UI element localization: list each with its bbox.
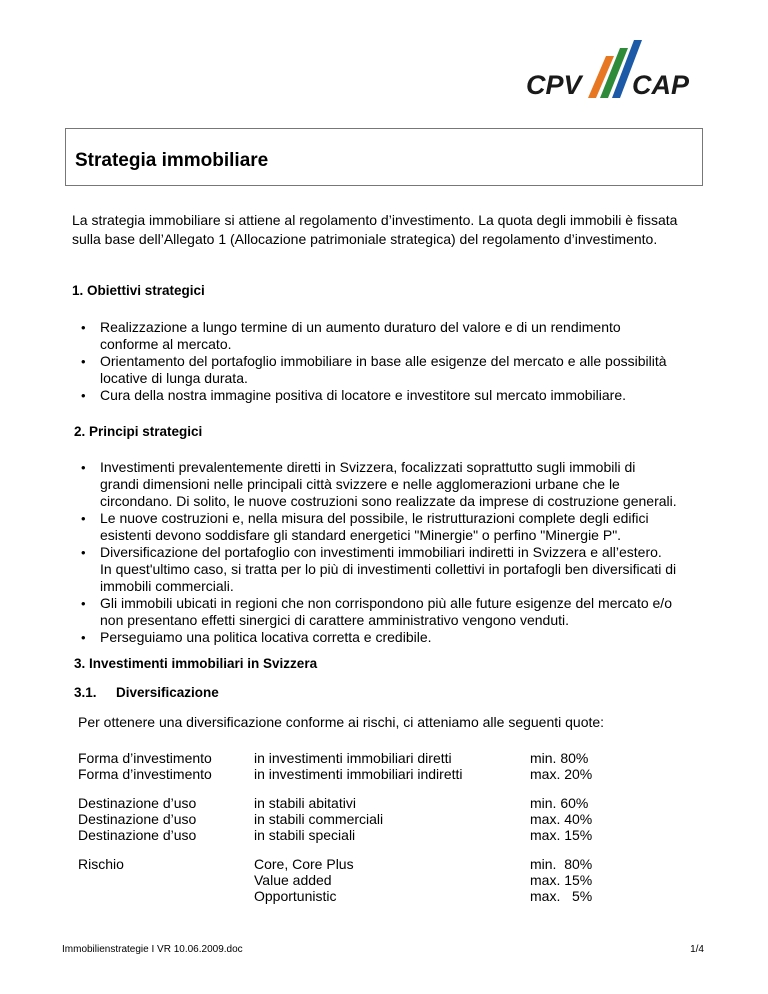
page-title: Strategia immobiliare [75, 150, 269, 171]
table-cell: in investimenti immobiliari indiretti [254, 766, 463, 782]
list-item-line: • Diversificazione del portafoglio con investimenti immobiliari indiretti in Svizzera e all’estero. [100, 544, 662, 560]
table-cell: Destinazione d’uso [78, 795, 197, 811]
list-item [72, 629, 732, 646]
list-item-line: • Le nuove costruzioni e, nella misura del possibile, le ristrutturazioni complete degli edifici [100, 510, 649, 526]
table-cell: min. 60% [530, 795, 589, 811]
title-box [65, 128, 703, 186]
list-item-line: • Gli immobili ubicati in regioni che non corrispondono più alle future esigenze del mercato e/o [100, 595, 672, 611]
footer-filename: Immobilienstrategie I VR 10.06.2009.doc [62, 944, 243, 955]
list-item-line: • Perseguiamo una politica locativa corretta e credibile. [100, 629, 432, 645]
list-item [72, 595, 732, 629]
section-1-list [72, 319, 712, 404]
allocation-group-investment-form [78, 750, 618, 784]
intro-paragraph [72, 211, 677, 249]
list-item [72, 459, 732, 510]
list-item-line: conforme al mercato. [100, 336, 232, 352]
list-item [72, 319, 712, 353]
section-3-heading: 3. Investimenti immobiliari in Svizzera [74, 656, 318, 671]
list-item [72, 510, 732, 544]
section-2-list [72, 459, 732, 646]
footer-page-number: 1/4 [690, 944, 704, 955]
table-cell: Rischio [78, 856, 124, 872]
table-cell: max. 40% [530, 811, 593, 827]
list-item [72, 353, 712, 387]
list-item-line: In quest'ultimo caso, si tratta per lo più di investimenti collettivi in portafogli ben diversificati di [100, 561, 677, 577]
logo-cap-text: CAP [632, 70, 690, 100]
intro-line: sulla base dell’Allegato 1 (Allocazione patrimoniale strategica) del regolamento d’investimento. [72, 231, 658, 247]
table-cell: Destinazione d’uso [78, 827, 197, 843]
list-item-line: non presentano effetti sinergici di carattere amministrativo vengono venduti. [100, 612, 570, 628]
table-cell: max. 20% [530, 766, 593, 782]
list-item [72, 544, 732, 595]
subsection-title: Diversificazione [116, 685, 219, 700]
table-cell: in investimenti immobiliari diretti [254, 750, 452, 766]
section-1-heading: 1. Obiettivi strategici [72, 283, 205, 298]
allocation-group-risk [78, 856, 618, 906]
list-item-line: immobili commerciali. [100, 578, 234, 594]
table-cell: in stabili abitativi [254, 795, 356, 811]
table-cell: max. 15% [530, 827, 593, 843]
allocation-group-usage [78, 795, 618, 845]
list-item-line: • Investimenti prevalentemente diretti in Svizzera, focalizzati soprattutto sugli immobili di [100, 459, 636, 475]
table-cell: Forma d’investimento [78, 750, 212, 766]
list-item-line: • Realizzazione a lungo termine di un aumento duraturo del valore e di un rendimento [100, 319, 621, 335]
list-item-line: locative di lunga durata. [100, 370, 248, 386]
list-item-line: circondano. Di solito, le nuove costruzioni sono realizzate da imprese di costruzione generali. [100, 493, 677, 509]
table-cell: in stabili speciali [254, 827, 356, 843]
table-cell: min. 80% [530, 856, 593, 872]
list-item-line: • Orientamento del portafoglio immobiliare in base alle esigenze del mercato e alle possibilità [100, 353, 667, 369]
table-cell: in stabili commerciali [254, 811, 384, 827]
table-cell: Core, Core Plus [254, 856, 354, 872]
table-cell: min. 80% [530, 750, 589, 766]
table-cell: Value added [254, 872, 332, 888]
list-item-line: grandi dimensioni nelle principali città svizzere e nelle agglomerazioni urbane che le [100, 476, 620, 492]
table-cell: max. 5% [530, 888, 593, 904]
table-cell: Forma d’investimento [78, 766, 212, 782]
table-cell: max. 15% [530, 872, 593, 888]
list-item-line: • Cura della nostra immagine positiva di locatore e investitore sul mercato immobiliare. [100, 387, 627, 403]
section-2-heading: 2. Principi strategici [74, 424, 203, 439]
list-item-line: esistenti devono soddisfare gli standard energetici "Minergie" o perfino "Minergie P". [100, 527, 622, 543]
list-item [72, 387, 712, 404]
logo-cpv-text: CPV [526, 70, 582, 100]
cpv-cap-logo [526, 34, 696, 104]
table-cell: Opportunistic [254, 888, 337, 904]
diversification-lead: Per ottenere una diversificazione conforme ai rischi, ci atteniamo alle seguenti quote: [78, 714, 605, 730]
intro-line: La strategia immobiliare si attiene al regolamento d’investimento. La quota degli immobili è fissata [72, 212, 678, 228]
subsection-number: 3.1. [74, 685, 97, 700]
table-cell: Destinazione d’uso [78, 811, 197, 827]
